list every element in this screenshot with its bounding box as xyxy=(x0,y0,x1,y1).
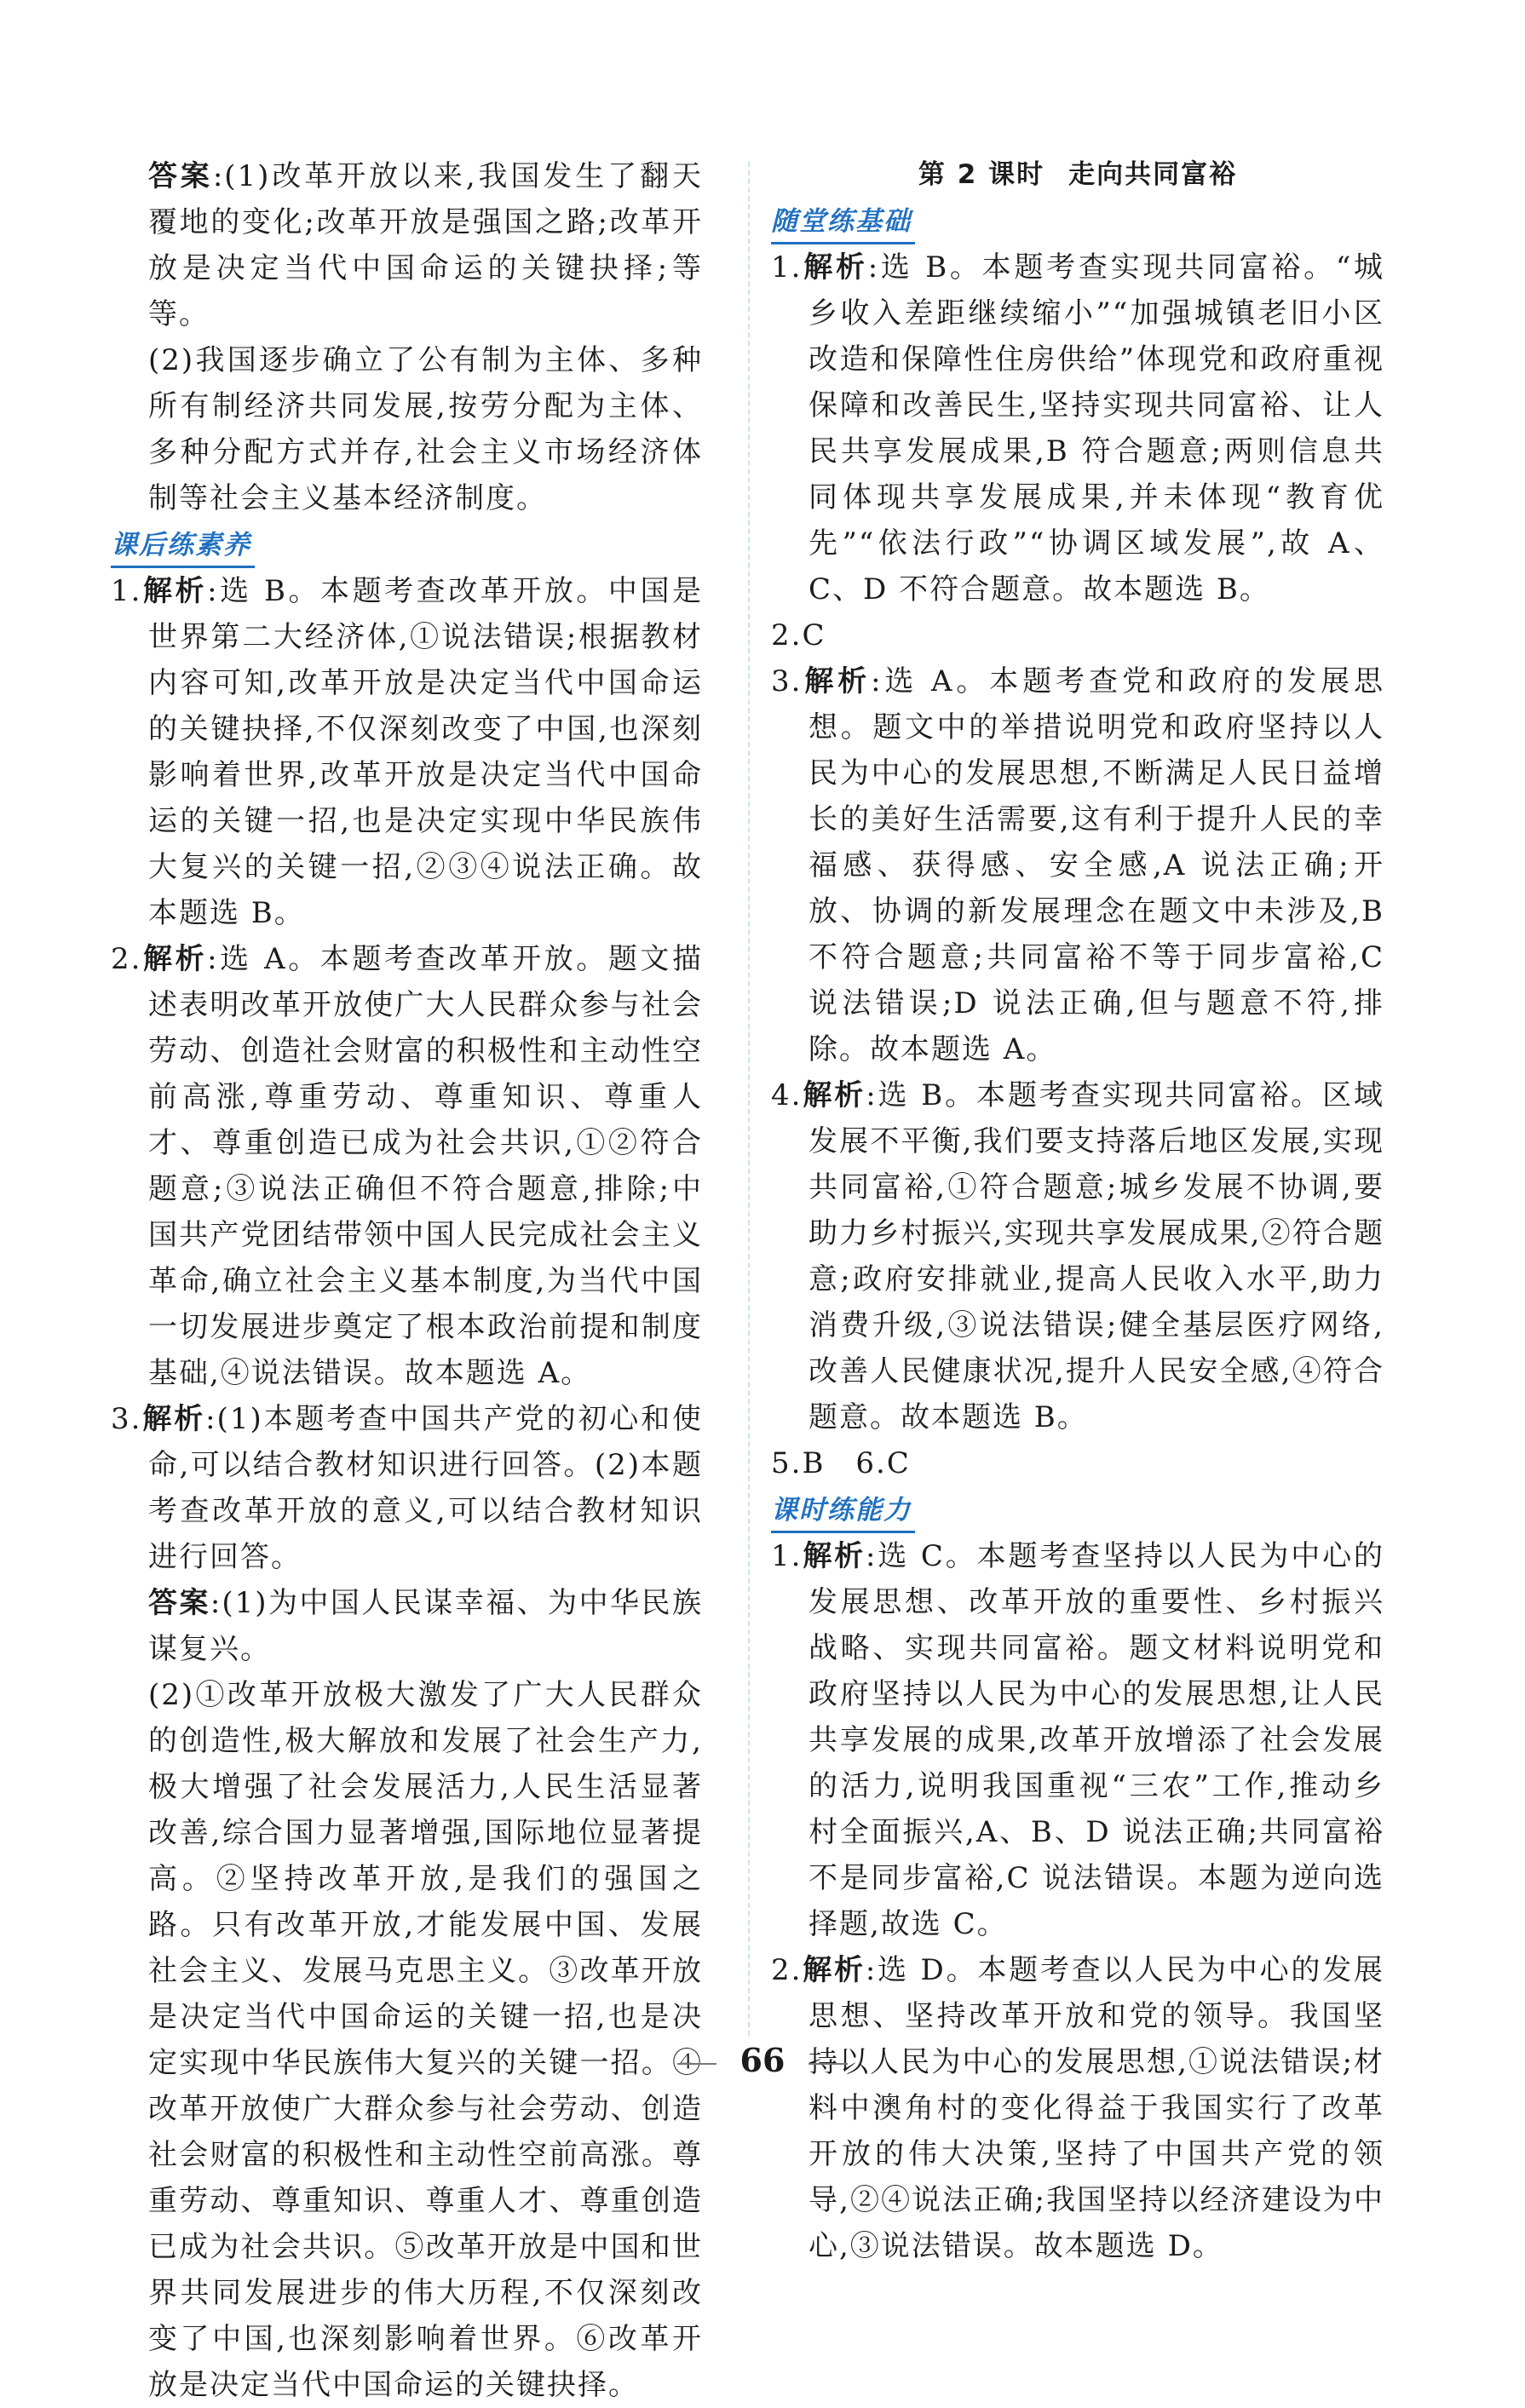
analysis-label: 解析 xyxy=(802,664,872,698)
analysis-label: 解析 xyxy=(141,1402,206,1436)
list-item xyxy=(771,612,1384,658)
column-divider xyxy=(748,162,750,2036)
answer-text: :(1)改革开放以来,我国发生了翻天覆地的变化;改革开放是强国之路;改革开放是决定当代中国命运的关键抉择;等等。 xyxy=(148,159,703,331)
page-number-text: 66 xyxy=(739,2041,786,2079)
item-number: 1. xyxy=(771,1539,803,1573)
answer-label: 答案 xyxy=(148,159,213,193)
item-number: 4. xyxy=(771,1078,803,1112)
answer-label: 答案 xyxy=(148,1586,210,1620)
item-number: 1. xyxy=(111,574,142,608)
answer-paragraph-1 xyxy=(148,153,703,337)
list-item xyxy=(771,1533,1384,1947)
section-heading-wrap xyxy=(111,521,703,568)
item-text: :选 B。本题考查实现共同富裕。区域发展不平衡,我们要支持落后地区发展,实现共同富裕,①符合题意;城乡发展不协调,要助力乡村振兴,实现共享发展成果,②符合题意;政府安排就业,提高人民收入水平,助力消费升级,③说法错误;健全基层医疗网络,改善人民健康状况,提升人民安全感,④符合题意。故本题选 B。 xyxy=(809,1078,1385,1434)
item-text: :选 A。本题考查改革开放。题文描述表明改革开放使广大人民群众参与社会劳动、创造社会财富的积极性和主动性空前高涨,尊重劳动、尊重知识、尊重人才、尊重创造已成为社会共识,①②符合题意;③说法正确但不符合题意,排除;中国共产党团结带领中国人民完成社会主义革命,确立社会主义基本制度,为当代中国一切发展进步奠定了根本政治前提和制度基础,④说法错误。故本题选 A。 xyxy=(148,942,703,1390)
item-number: 1. xyxy=(771,250,803,284)
lesson-title xyxy=(771,152,1384,198)
answer-paragraph-2: (2)①改革开放极大激发了广大人民群众的创造性,极大解放和发展了社会生产力,极大增强了社会发展活力,人民生活显著改善,综合国力显著增强,国际地位显著提高。②坚持改革开放,是我们的强国之路。只有改革开放,才能发展中国、发展社会主义、发展马克思主义。③改革开放是决定当代中国命运的关键一招,也是决定实现中华民族伟大复兴的关键一招。④改革开放使广大群众参与社会劳动、创造社会财富的积极性和主动性空前高涨。尊重劳动、尊重知识、尊重人才、尊重创造已成为社会共识。⑤改革开放是中国和世界共同发展进步的伟大历程,不仅深刻改变了中国,也深刻影响着世界。⑥改革开放是决定当代中国命运的关键抉择。 xyxy=(148,1678,703,2402)
list-item xyxy=(111,568,703,936)
list-item xyxy=(771,244,1384,612)
list-item xyxy=(771,1947,1384,2269)
section-title-practice: 随堂练基础 xyxy=(771,201,915,244)
item-text: :选 C。本题考查坚持以人民为中心的发展思想、改革开放的重要性、乡村振兴战略、实现共同富裕。题文材料说明党和政府坚持以人民为中心的发展思想,让人民共享发展的成果,改革开放增添了社会发展的活力,说明我国重视“三农”工作,推动乡村全面振兴,A、B、D 说法正确;共同富裕不是同步富裕,C 说法错误。本题为逆向选择题,故选 C。 xyxy=(809,1539,1384,1941)
answer-text: :(1)为中国人民谋幸福、为中华民族谋复兴。 xyxy=(148,1586,703,1666)
item-number: 2. xyxy=(111,942,142,976)
item-number: 3. xyxy=(111,1402,142,1436)
page-number xyxy=(0,2039,1525,2082)
section-title-ability: 课时练能力 xyxy=(771,1490,915,1533)
list-item xyxy=(771,658,1384,1072)
list-item xyxy=(111,936,703,1396)
item-text: :选 B。本题考查改革开放。中国是世界第二大经济体,①说法错误;根据教材内容可知,改革开放是决定当代中国命运的关键抉择,不仅深刻改变了中国,也深刻影响着世界,改革开放是决定当代中国命运的关键一招,也是决定实现中华民族伟大复兴的关键一招,②③④说法正确。故本题选 B。 xyxy=(148,574,704,930)
answer-paragraph-1 xyxy=(148,1580,703,1672)
item-text: :选 D。本题考查以人民为中心的发展思想、坚持改革开放和党的领导。我国坚持以人民为中心的发展思想,①说法错误;材料中澳角村的变化得益于我国实行了改革开放的伟大决策,坚持了中国共产党的领导,②④说法正确;我国坚持以经济建设为中心,③说法错误。故本题选 D。 xyxy=(809,1953,1384,2263)
analysis-label: 解析 xyxy=(141,574,208,608)
lesson-label: 第 2 课时 xyxy=(918,159,1045,190)
item-text: :选 B。本题考查实现共同富裕。“城乡收入差距继续缩小”“加强城镇老旧小区改造和保障性住房供给”体现党和政府重视保障和改善民生,坚持实现共同富裕、让人民共享发展成果,B 符合题意;两则信息共同体现共享发展成果,并未体现“教育优先”“依法行政”“协调区域发展”,故 A、C、D 不符合题意。故本题选 B。 xyxy=(809,250,1385,606)
list-item xyxy=(771,1072,1384,1440)
item-text: :(1)本题考查中国共产党的初心和使命,可以结合教材知识进行回答。(2)本题考查改革开放的意义,可以结合教材知识进行回答。 xyxy=(148,1402,703,1574)
right-column xyxy=(771,152,1384,2269)
answer-paragraph-2: (2)我国逐步确立了公有制为主体、多种所有制经济共同发展,按劳分配为主体、多种分配方式并存,社会主义市场经济体制等社会主义基本经济制度。 xyxy=(148,343,703,515)
continued-answer xyxy=(111,153,703,521)
item3-answer xyxy=(111,1580,703,2408)
answers-5-6: 5.B 6.C xyxy=(771,1446,911,1480)
analysis-label: 解析 xyxy=(802,1078,866,1112)
analysis-label: 解析 xyxy=(802,1953,866,1987)
section-title-homework: 课后练素养 xyxy=(111,525,255,568)
section-heading-wrap xyxy=(771,1486,1384,1533)
item-text: :选 A。本题考查党和政府的发展思想。题文中的举措说明党和政府坚持以人民为中心的发展思想,不断满足人民日益增长的美好生活需要,这有利于提升人民的幸福感、获得感、安全感,A 说法正确;开放、协调的新发展理念在题文中未涉及,B 不符合题意;共同富裕不等于同步富裕,C 说法错误;D 说法正确,但与题意不符,排除。故本题选 A。 xyxy=(809,664,1384,1066)
analysis-label: 解析 xyxy=(802,1539,866,1573)
item-number: 2. xyxy=(771,618,803,652)
lesson-name: 走向共同富裕 xyxy=(1068,159,1238,190)
item-number: 2. xyxy=(771,1953,803,1987)
list-item xyxy=(111,1396,703,1580)
analysis-label: 解析 xyxy=(802,250,868,284)
analysis-label: 解析 xyxy=(141,942,208,976)
item-text: C xyxy=(802,618,826,652)
section-heading-wrap xyxy=(771,198,1384,244)
item-number: 3. xyxy=(771,664,803,698)
